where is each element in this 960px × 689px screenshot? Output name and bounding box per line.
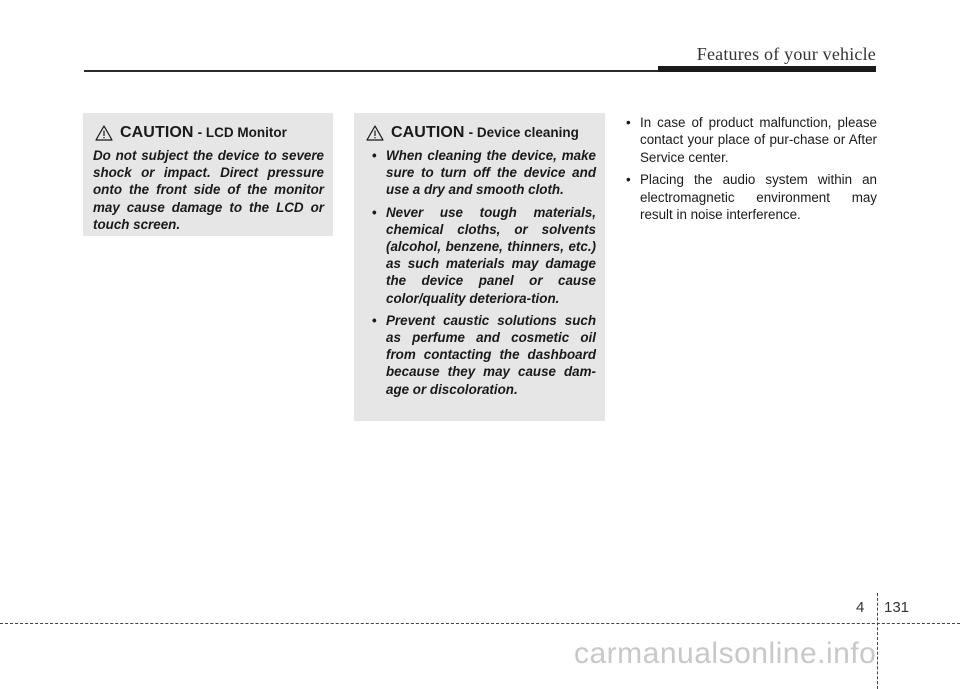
bullet-dot: •: [372, 312, 377, 328]
caution-subtitle: - LCD Monitor: [197, 125, 287, 140]
caution-title: [364, 124, 596, 142]
header-rule-accent: [658, 66, 876, 72]
page-header-title: Features of your vehicle: [696, 44, 876, 64]
warning-triangle-icon: [95, 125, 113, 141]
bullet-text: When cleaning the device, make sure to turn off the device and use a dry and smooth cloth.: [386, 148, 596, 198]
caution-box-lcd-monitor: [83, 113, 333, 236]
footer-divider: [877, 593, 878, 689]
caution-title: [93, 124, 324, 142]
bullet-dot: •: [626, 172, 631, 188]
caution-label: CAUTION: [120, 124, 194, 141]
list-item: [364, 147, 596, 199]
caution-box-device-cleaning: [354, 113, 605, 421]
list-item: [625, 171, 877, 223]
bullet-text: Never use tough materials, chemical cloths, or solvents (alcohol, benzene, thinners, etc.) as such materials may damage the device panel or cause color/quality deteriora-tion.: [386, 204, 596, 306]
bullet-dot: •: [372, 204, 377, 220]
footer-rule: [0, 623, 960, 624]
list-item: [364, 312, 596, 398]
chapter-number: 4: [856, 599, 865, 616]
notes-list: [625, 114, 877, 228]
warning-triangle-icon: [366, 125, 384, 141]
bullet-text: Prevent caustic solutions such as perfume and cosmetic oil from contacting the dashboard because they may cause dam-age or discoloration.: [386, 312, 596, 397]
caution-bullet-list: [364, 147, 596, 398]
list-item: [625, 114, 877, 166]
bullet-dot: •: [626, 115, 631, 130]
note-text: Placing the audio system within an electromagnetic environment may result in noise interference.: [640, 172, 877, 223]
note-text: In case of product malfunction, please contact your place of pur-chase or After Service center.: [640, 115, 877, 165]
caution-text: Do not subject the device to severe shock or impact. Direct pressure onto the front side of the monitor may cause damage to the LCD or touch screen.: [93, 148, 324, 232]
list-item: [364, 204, 596, 307]
watermark-text: carmanualsonline.info: [574, 637, 877, 670]
page-number: 131: [884, 599, 910, 616]
caution-subtitle: - Device cleaning: [468, 125, 579, 140]
caution-label: CAUTION: [391, 124, 465, 141]
bullet-dot: •: [372, 148, 377, 163]
